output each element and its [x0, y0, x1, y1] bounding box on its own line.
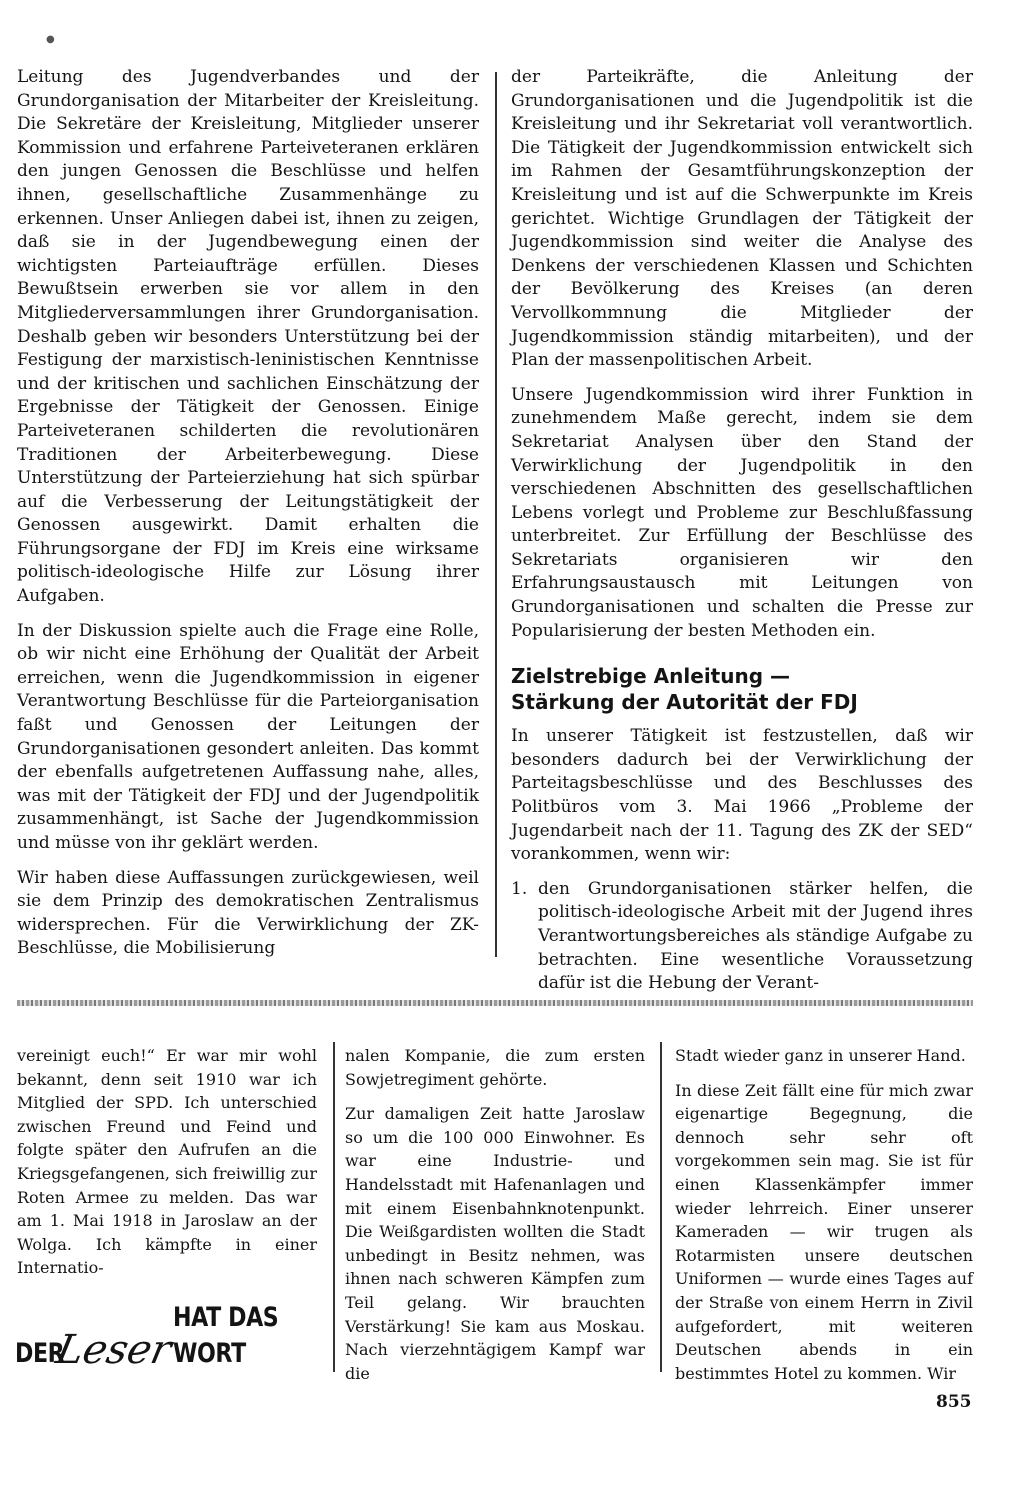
article-column-right: [511, 66, 973, 1007]
paragraph: In unserer Tätigkeit ist festzustellen, daß wir besonders dadurch bei der Verwirklichung der Parteitagsbeschlüsse und des Beschlusses des Politbüros vom 3. Mai 1966 „Probleme der Jugendarbeit nach der 11. Tagung des ZK der SED“ vorankommen, wenn wir:: [511, 726, 973, 865]
heading-line: Zielstrebige Anleitung —: [511, 664, 790, 689]
letter-column-3: [675, 1044, 973, 1396]
letter-column-1: [17, 1044, 317, 1291]
paragraph: Leitung des Jugendverbandes und der Grundorganisation der Mitarbeiter der Kreisleitung. Die Sekretäre der Kreisleitung, Mitglieder unserer Kommission und erfahrene Parteiveteranen erklären den jungen Genossen die Beschlüsse und helfen ihnen, gesellschaftliche Zusammenhänge zu erkennen. Unser Anliegen dabei ist, ihnen zu zeigen, daß sie in der Jugendbewegung einen der wichtigsten Parteiaufträge erfüllen. Dieses Bewußtsein erwerben sie vor allem in den Mitgliederversammlungen ihrer Grundorganisation. Deshalb geben wir besonders Unterstützung bei der Festigung der marxistisch-leninistischen Kenntnisse und der kritischen und sachlichen Einschätzung der Ergebnisse der Tätigkeit der Genossen. Einige Parteiveteranen schilderten die revolutionären Traditionen der Arbeiterbewegung. Diese Unterstützung der Parteierziehung hat sich spürbar auf die Verbesserung der Leitungstätigkeit der Genossen ausgewirkt. Damit erhalten die Führungsorgane der FDJ im Kreis eine wirksame politisch-ideologische Hilfe zur Lösung ihrer Aufgaben.: [17, 67, 479, 607]
print-speck: ●: [46, 34, 55, 45]
paragraph: Unsere Jugendkommission wird ihrer Funktion in zunehmendem Maße gerecht, indem sie dem Sekretariat Analysen über den Stand der Verwirklichung der Jugendpolitik in den verschiedenen Abschnitten des gesellschaftlichen Lebens vorlegt und Probleme zur Beschlußfassung unterbreitet. Zur Erfüllung der Beschlüsse des Sekretariats organisieren wir den Erfahrungsaustausch mit Leitungen von Grundorganisationen und schalten die Presse zur Popularisierung der besten Methoden ein.: [511, 384, 973, 641]
list-number: 1.: [511, 878, 528, 899]
logo-text-der: DER: [15, 1338, 65, 1369]
paragraph: In diese Zeit fällt eine für mich zwar eigenartige Begegnung, die dennoch sehr sehr oft vorgekommen sein mag. Sie ist für einen Klassenkämpfer immer wieder lehrreich. Einer unserer Kameraden — wir trugen als Rotarmisten unsere deutschen Uniformen — wurde eines Tages auf der Straße von einem Herrn in Zivil aufgefordert, mit weiteren Deutschen abends in ein bestimmtes Hotel zu kommen. Wir: [675, 1080, 973, 1383]
section-heading: [511, 663, 973, 715]
letter-column-2: [345, 1044, 645, 1396]
logo-text-hat-das-wort: HAT DAS WORT: [172, 1302, 279, 1369]
logo-text-leser: Leser: [52, 1327, 176, 1373]
list-item-text: den Grundorganisationen stärker helfen, die politisch-ideologische Arbeit mit der Jugend ihres Verantwortungsbereiches als ständige Aufgabe zu betrachten. Eine wesentliche Voraussetzung dafür ist die Hebung der Verant-: [538, 878, 973, 994]
der-leser-hat-das-wort-logo: [15, 1302, 315, 1373]
column-divider: [660, 1042, 662, 1372]
page-number: 855: [936, 1392, 972, 1412]
paragraph: Stadt wieder ganz in unserer Hand.: [675, 1046, 966, 1065]
paragraph: vereinigt euch!“ Er war mir wohl bekannt, denn seit 1910 war ich Mitglied der SPD. Ich unterschied zwischen Freund und Feind und folgte später den Aufrufen an die Kriegsgefangenen, sich freiwillig zur Roten Armee zu melden. Das war am 1. Mai 1918 in Jaroslaw an der Wolga. Ich kämpfte in einer Internatio-: [17, 1046, 317, 1278]
paragraph: der Parteikräfte, die Anleitung der Grundorganisationen und die Jugendpolitik ist die Kreisleitung und ihr Sekretariat voll verantwortlich. Die Tätigkeit der Jugendkommission entwickelt sich im Rahmen der Gesamtführungskonzeption der Kreisleitung und ist auf die Schwerpunkte im Kreis gerichtet. Wichtige Grundlagen der Tätigkeit der Jugendkommission sind weiter die Analyse des Denkens der verschiedenen Klassen und Schichten der Bevölkerung des Kreises (an deren Vervollkommnung die Mitglieder der Jugendkommission ständig mitarbeiten), und der Plan der massenpolitischen Arbeit.: [511, 67, 973, 371]
article-column-left: [17, 66, 479, 972]
paragraph: nalen Kompanie, die zum ersten Sowjetregiment gehörte.: [345, 1046, 645, 1089]
heading-line: Stärkung der Autorität der FDJ: [511, 690, 858, 715]
section-separator: [17, 1000, 973, 1006]
column-divider: [333, 1042, 335, 1372]
paragraph: Zur damaligen Zeit hatte Jaroslaw so um die 100 000 Einwohner. Es war eine Industrie- und Handelsstadt mit Hafenanlagen und mit einem Eisenbahnknotenpunkt. Die Weißgardisten wollten die Stadt unbedingt in Besitz nehmen, was ihnen nach schweren Kämpfen zum Teil gelang. Wir brauchten Verstärkung! Sie kam aus Moskau. Nach vierzehntägigem Kampf war die: [345, 1104, 645, 1383]
column-divider: [495, 72, 497, 957]
paragraph: Wir haben diese Auffassungen zurückgewiesen, weil sie dem Prinzip des demokratischen Zentralismus widersprechen. Für die Verwirklichung der ZK-Beschlüsse, die Mobilisierung: [17, 867, 479, 959]
numbered-list-item: [511, 878, 973, 1007]
paragraph: In der Diskussion spielte auch die Frage eine Rolle, ob wir nicht eine Erhöhung der Qualität der Arbeit erreichen, wenn die Jugendkommission in eigener Verantwortung Beschlüsse für die Parteiorganisation faßt und Genossen der Leitungen der Grundorganisationen gesondert anleiten. Das kommt der ebenfalls aufgetretenen Auffassung nahe, alles, was mit der Tätigkeit der FDJ und der Jugendpolitik zusammenhängt, ist Sache der Jugendkommission und müsse von ihr geklärt werden.: [17, 620, 479, 853]
